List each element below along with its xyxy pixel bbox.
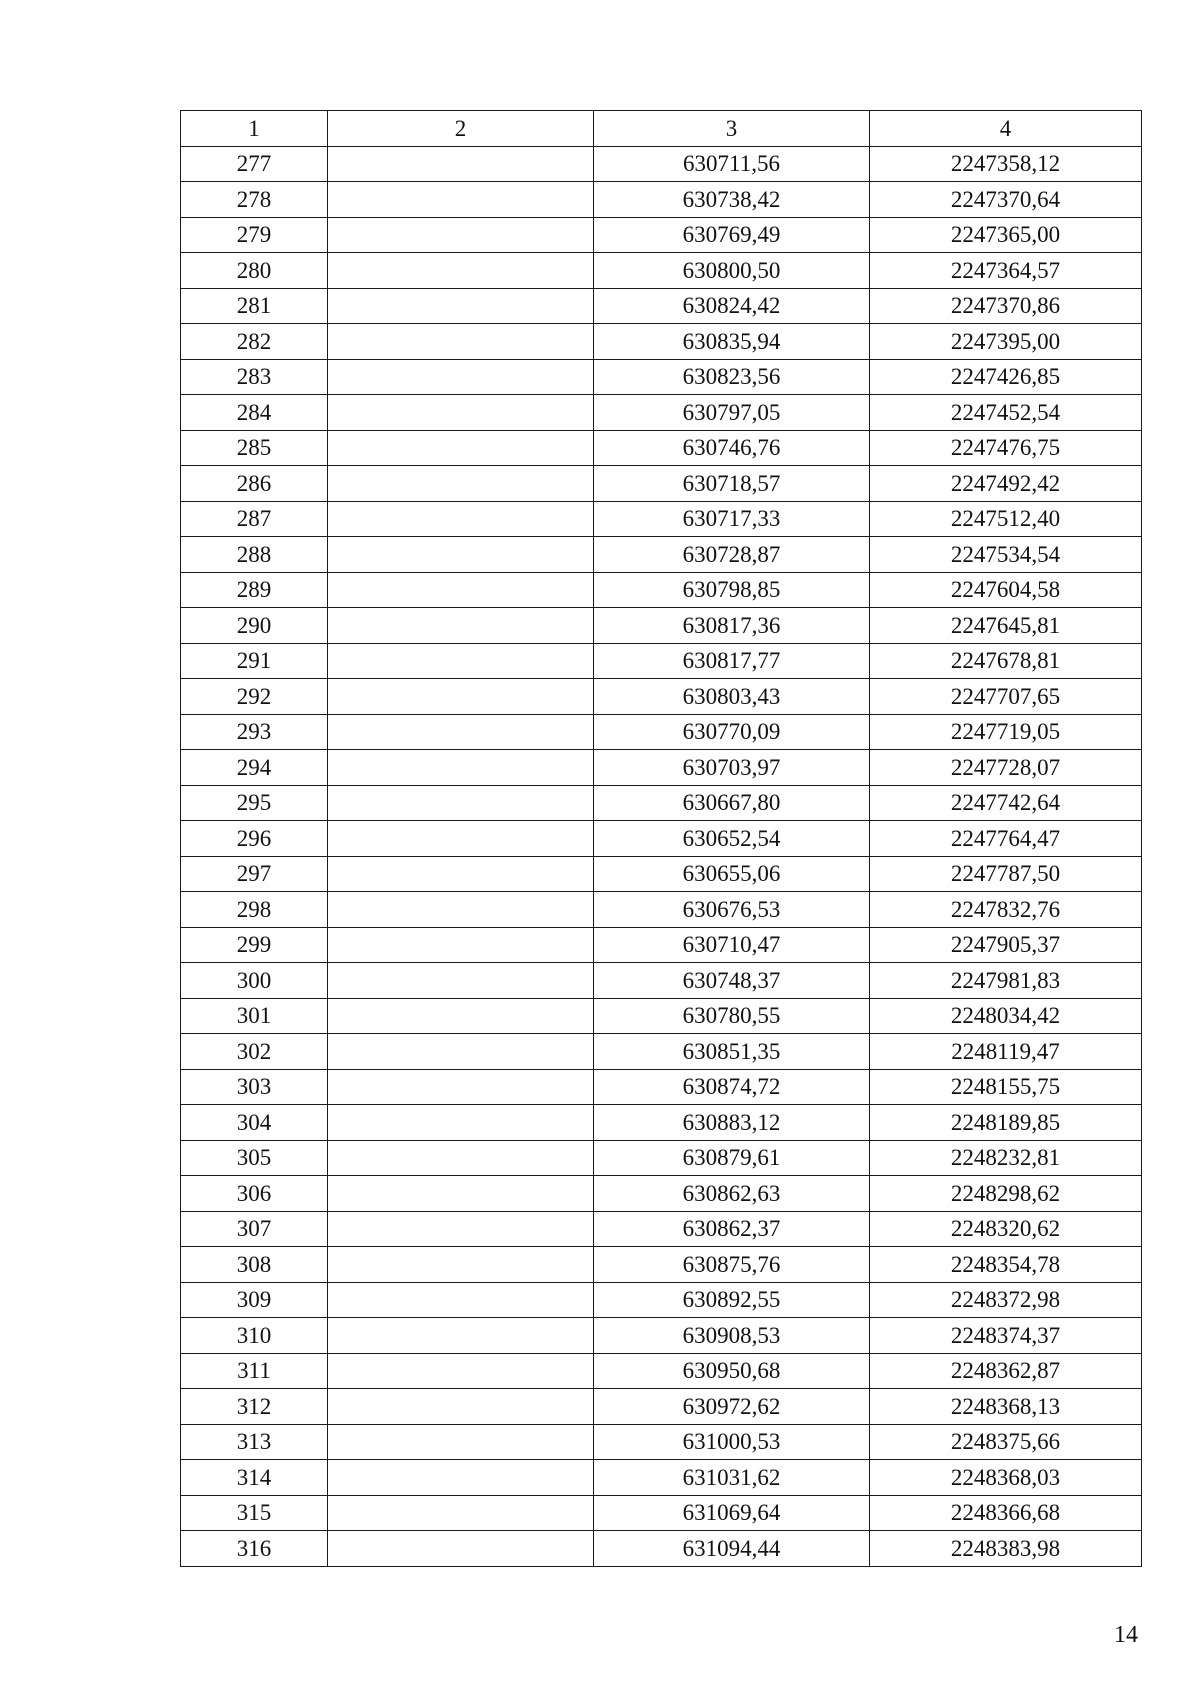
y-coordinate-cell: 2247645,81 bbox=[870, 608, 1142, 644]
x-coordinate-cell: 631094,44 bbox=[594, 1531, 870, 1567]
x-coordinate-cell: 630710,47 bbox=[594, 927, 870, 963]
x-coordinate-cell: 630862,37 bbox=[594, 1211, 870, 1247]
table-row bbox=[181, 714, 1142, 750]
x-coordinate-cell: 630851,35 bbox=[594, 1034, 870, 1070]
table-row bbox=[181, 395, 1142, 431]
table-row bbox=[181, 1282, 1142, 1318]
x-coordinate-cell: 630892,55 bbox=[594, 1282, 870, 1318]
table-row bbox=[181, 466, 1142, 502]
description-cell bbox=[328, 1460, 594, 1496]
x-coordinate-cell: 630879,61 bbox=[594, 1140, 870, 1176]
description-cell bbox=[328, 182, 594, 218]
description-cell bbox=[328, 1424, 594, 1460]
point-number-cell: 310 bbox=[181, 1318, 328, 1354]
y-coordinate-cell: 2248034,42 bbox=[870, 998, 1142, 1034]
description-cell bbox=[328, 1069, 594, 1105]
table-row bbox=[181, 1318, 1142, 1354]
point-number-cell: 288 bbox=[181, 537, 328, 573]
table-row bbox=[181, 892, 1142, 928]
table-row bbox=[181, 288, 1142, 324]
y-coordinate-cell: 2247370,64 bbox=[870, 182, 1142, 218]
description-cell bbox=[328, 1105, 594, 1141]
table-row bbox=[181, 1211, 1142, 1247]
y-coordinate-cell: 2248383,98 bbox=[870, 1531, 1142, 1567]
table-row bbox=[181, 537, 1142, 573]
y-coordinate-cell: 2247365,00 bbox=[870, 217, 1142, 253]
y-coordinate-cell: 2247832,76 bbox=[870, 892, 1142, 928]
point-number-cell: 306 bbox=[181, 1176, 328, 1212]
y-coordinate-cell: 2248375,66 bbox=[870, 1424, 1142, 1460]
table-row bbox=[181, 253, 1142, 289]
table-row bbox=[181, 927, 1142, 963]
y-coordinate-cell: 2247492,42 bbox=[870, 466, 1142, 502]
point-number-cell: 299 bbox=[181, 927, 328, 963]
point-number-cell: 298 bbox=[181, 892, 328, 928]
table-row bbox=[181, 324, 1142, 360]
x-coordinate-cell: 631069,64 bbox=[594, 1495, 870, 1531]
table-row bbox=[181, 643, 1142, 679]
point-number-cell: 302 bbox=[181, 1034, 328, 1070]
x-coordinate-cell: 630823,56 bbox=[594, 359, 870, 395]
x-coordinate-cell: 630797,05 bbox=[594, 395, 870, 431]
description-cell bbox=[328, 395, 594, 431]
x-coordinate-cell: 630798,85 bbox=[594, 572, 870, 608]
point-number-cell: 308 bbox=[181, 1247, 328, 1283]
point-number-cell: 315 bbox=[181, 1495, 328, 1531]
point-number-cell: 293 bbox=[181, 714, 328, 750]
y-coordinate-cell: 2247905,37 bbox=[870, 927, 1142, 963]
point-number-cell: 295 bbox=[181, 785, 328, 821]
y-coordinate-cell: 2247728,07 bbox=[870, 750, 1142, 786]
point-number-cell: 277 bbox=[181, 146, 328, 182]
table-row bbox=[181, 1389, 1142, 1425]
x-coordinate-cell: 630780,55 bbox=[594, 998, 870, 1034]
point-number-cell: 305 bbox=[181, 1140, 328, 1176]
table-row bbox=[181, 1495, 1142, 1531]
point-number-cell: 313 bbox=[181, 1424, 328, 1460]
y-coordinate-cell: 2247719,05 bbox=[870, 714, 1142, 750]
x-coordinate-cell: 630972,62 bbox=[594, 1389, 870, 1425]
header-col-1: 1 bbox=[181, 111, 328, 147]
x-coordinate-cell: 630717,33 bbox=[594, 501, 870, 537]
description-cell bbox=[328, 963, 594, 999]
x-coordinate-cell: 630950,68 bbox=[594, 1353, 870, 1389]
description-cell bbox=[328, 750, 594, 786]
y-coordinate-cell: 2247395,00 bbox=[870, 324, 1142, 360]
y-coordinate-cell: 2247707,65 bbox=[870, 679, 1142, 715]
table-row bbox=[181, 359, 1142, 395]
description-cell bbox=[328, 1034, 594, 1070]
y-coordinate-cell: 2248320,62 bbox=[870, 1211, 1142, 1247]
x-coordinate-cell: 630711,56 bbox=[594, 146, 870, 182]
x-coordinate-cell: 630800,50 bbox=[594, 253, 870, 289]
y-coordinate-cell: 2248354,78 bbox=[870, 1247, 1142, 1283]
table-row bbox=[181, 785, 1142, 821]
description-cell bbox=[328, 785, 594, 821]
y-coordinate-cell: 2247358,12 bbox=[870, 146, 1142, 182]
y-coordinate-cell: 2248119,47 bbox=[870, 1034, 1142, 1070]
description-cell bbox=[328, 146, 594, 182]
x-coordinate-cell: 630770,09 bbox=[594, 714, 870, 750]
point-number-cell: 287 bbox=[181, 501, 328, 537]
point-number-cell: 290 bbox=[181, 608, 328, 644]
y-coordinate-cell: 2248189,85 bbox=[870, 1105, 1142, 1141]
point-number-cell: 316 bbox=[181, 1531, 328, 1567]
description-cell bbox=[328, 324, 594, 360]
header-row bbox=[181, 111, 1142, 147]
point-number-cell: 314 bbox=[181, 1460, 328, 1496]
description-cell bbox=[328, 430, 594, 466]
y-coordinate-cell: 2247742,64 bbox=[870, 785, 1142, 821]
description-cell bbox=[328, 1140, 594, 1176]
description-cell bbox=[328, 359, 594, 395]
point-number-cell: 296 bbox=[181, 821, 328, 857]
table-row bbox=[181, 1140, 1142, 1176]
description-cell bbox=[328, 1282, 594, 1318]
x-coordinate-cell: 630874,72 bbox=[594, 1069, 870, 1105]
y-coordinate-cell: 2248368,13 bbox=[870, 1389, 1142, 1425]
coordinates-table bbox=[180, 110, 1142, 1567]
y-coordinate-cell: 2247426,85 bbox=[870, 359, 1142, 395]
point-number-cell: 278 bbox=[181, 182, 328, 218]
x-coordinate-cell: 630738,42 bbox=[594, 182, 870, 218]
table-row bbox=[181, 856, 1142, 892]
description-cell bbox=[328, 572, 594, 608]
y-coordinate-cell: 2248372,98 bbox=[870, 1282, 1142, 1318]
y-coordinate-cell: 2248362,87 bbox=[870, 1353, 1142, 1389]
x-coordinate-cell: 630817,36 bbox=[594, 608, 870, 644]
table-row bbox=[181, 1424, 1142, 1460]
y-coordinate-cell: 2247678,81 bbox=[870, 643, 1142, 679]
table-body bbox=[181, 146, 1142, 1566]
table-row bbox=[181, 750, 1142, 786]
description-cell bbox=[328, 537, 594, 573]
x-coordinate-cell: 630746,76 bbox=[594, 430, 870, 466]
x-coordinate-cell: 630728,87 bbox=[594, 537, 870, 573]
description-cell bbox=[328, 1389, 594, 1425]
table-row bbox=[181, 217, 1142, 253]
point-number-cell: 279 bbox=[181, 217, 328, 253]
table-row bbox=[181, 1069, 1142, 1105]
point-number-cell: 301 bbox=[181, 998, 328, 1034]
x-coordinate-cell: 630676,53 bbox=[594, 892, 870, 928]
y-coordinate-cell: 2247981,83 bbox=[870, 963, 1142, 999]
y-coordinate-cell: 2247604,58 bbox=[870, 572, 1142, 608]
x-coordinate-cell: 630748,37 bbox=[594, 963, 870, 999]
table-row bbox=[181, 1247, 1142, 1283]
point-number-cell: 289 bbox=[181, 572, 328, 608]
y-coordinate-cell: 2247787,50 bbox=[870, 856, 1142, 892]
y-coordinate-cell: 2247534,54 bbox=[870, 537, 1142, 573]
table-row bbox=[181, 821, 1142, 857]
table-row bbox=[181, 1353, 1142, 1389]
point-number-cell: 281 bbox=[181, 288, 328, 324]
page-number: 14 bbox=[1114, 1622, 1138, 1648]
x-coordinate-cell: 630862,63 bbox=[594, 1176, 870, 1212]
header-col-3: 3 bbox=[594, 111, 870, 147]
x-coordinate-cell: 630817,77 bbox=[594, 643, 870, 679]
x-coordinate-cell: 631031,62 bbox=[594, 1460, 870, 1496]
table-row bbox=[181, 963, 1142, 999]
x-coordinate-cell: 630803,43 bbox=[594, 679, 870, 715]
description-cell bbox=[328, 856, 594, 892]
description-cell bbox=[328, 1247, 594, 1283]
point-number-cell: 297 bbox=[181, 856, 328, 892]
y-coordinate-cell: 2248232,81 bbox=[870, 1140, 1142, 1176]
point-number-cell: 284 bbox=[181, 395, 328, 431]
description-cell bbox=[328, 1211, 594, 1247]
table-row bbox=[181, 572, 1142, 608]
description-cell bbox=[328, 892, 594, 928]
x-coordinate-cell: 631000,53 bbox=[594, 1424, 870, 1460]
description-cell bbox=[328, 608, 594, 644]
point-number-cell: 283 bbox=[181, 359, 328, 395]
point-number-cell: 292 bbox=[181, 679, 328, 715]
y-coordinate-cell: 2247476,75 bbox=[870, 430, 1142, 466]
table-row bbox=[181, 182, 1142, 218]
description-cell bbox=[328, 1318, 594, 1354]
table-row bbox=[181, 146, 1142, 182]
x-coordinate-cell: 630824,42 bbox=[594, 288, 870, 324]
x-coordinate-cell: 630908,53 bbox=[594, 1318, 870, 1354]
point-number-cell: 307 bbox=[181, 1211, 328, 1247]
description-cell bbox=[328, 643, 594, 679]
point-number-cell: 286 bbox=[181, 466, 328, 502]
table-row bbox=[181, 998, 1142, 1034]
y-coordinate-cell: 2248155,75 bbox=[870, 1069, 1142, 1105]
point-number-cell: 300 bbox=[181, 963, 328, 999]
x-coordinate-cell: 630652,54 bbox=[594, 821, 870, 857]
x-coordinate-cell: 630769,49 bbox=[594, 217, 870, 253]
description-cell bbox=[328, 998, 594, 1034]
y-coordinate-cell: 2248366,68 bbox=[870, 1495, 1142, 1531]
y-coordinate-cell: 2247512,40 bbox=[870, 501, 1142, 537]
y-coordinate-cell: 2248298,62 bbox=[870, 1176, 1142, 1212]
x-coordinate-cell: 630883,12 bbox=[594, 1105, 870, 1141]
x-coordinate-cell: 630655,06 bbox=[594, 856, 870, 892]
header-col-2: 2 bbox=[328, 111, 594, 147]
description-cell bbox=[328, 288, 594, 324]
table-row bbox=[181, 1105, 1142, 1141]
point-number-cell: 291 bbox=[181, 643, 328, 679]
description-cell bbox=[328, 1353, 594, 1389]
point-number-cell: 311 bbox=[181, 1353, 328, 1389]
point-number-cell: 294 bbox=[181, 750, 328, 786]
description-cell bbox=[328, 1176, 594, 1212]
x-coordinate-cell: 630875,76 bbox=[594, 1247, 870, 1283]
description-cell bbox=[328, 1531, 594, 1567]
x-coordinate-cell: 630718,57 bbox=[594, 466, 870, 502]
point-number-cell: 304 bbox=[181, 1105, 328, 1141]
y-coordinate-cell: 2248374,37 bbox=[870, 1318, 1142, 1354]
description-cell bbox=[328, 927, 594, 963]
y-coordinate-cell: 2247452,54 bbox=[870, 395, 1142, 431]
y-coordinate-cell: 2247764,47 bbox=[870, 821, 1142, 857]
description-cell bbox=[328, 679, 594, 715]
x-coordinate-cell: 630667,80 bbox=[594, 785, 870, 821]
description-cell bbox=[328, 1495, 594, 1531]
description-cell bbox=[328, 217, 594, 253]
table-row bbox=[181, 1531, 1142, 1567]
description-cell bbox=[328, 466, 594, 502]
point-number-cell: 280 bbox=[181, 253, 328, 289]
description-cell bbox=[328, 501, 594, 537]
description-cell bbox=[328, 714, 594, 750]
table-header bbox=[181, 111, 1142, 147]
point-number-cell: 312 bbox=[181, 1389, 328, 1425]
table-row bbox=[181, 1034, 1142, 1070]
table-row bbox=[181, 1176, 1142, 1212]
x-coordinate-cell: 630703,97 bbox=[594, 750, 870, 786]
table-row bbox=[181, 679, 1142, 715]
point-number-cell: 303 bbox=[181, 1069, 328, 1105]
table-row bbox=[181, 501, 1142, 537]
table-row bbox=[181, 1460, 1142, 1496]
y-coordinate-cell: 2247364,57 bbox=[870, 253, 1142, 289]
y-coordinate-cell: 2248368,03 bbox=[870, 1460, 1142, 1496]
description-cell bbox=[328, 253, 594, 289]
point-number-cell: 285 bbox=[181, 430, 328, 466]
point-number-cell: 282 bbox=[181, 324, 328, 360]
table-row bbox=[181, 608, 1142, 644]
table-row bbox=[181, 430, 1142, 466]
description-cell bbox=[328, 821, 594, 857]
header-col-4: 4 bbox=[870, 111, 1142, 147]
point-number-cell: 309 bbox=[181, 1282, 328, 1318]
x-coordinate-cell: 630835,94 bbox=[594, 324, 870, 360]
y-coordinate-cell: 2247370,86 bbox=[870, 288, 1142, 324]
